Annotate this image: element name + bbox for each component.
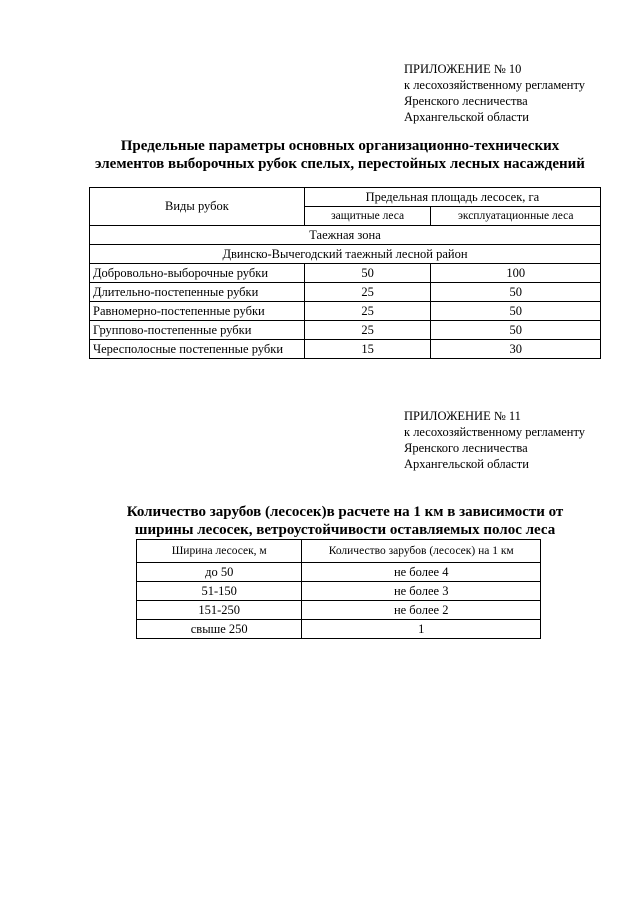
- table-row: [90, 283, 601, 302]
- header-max-area: Предельная площадь лесосек, га: [304, 188, 600, 207]
- table-row: [137, 582, 541, 601]
- region-label: Двинско-Вычегодский таежный лесной район: [90, 245, 601, 264]
- section-2-title: [110, 503, 580, 539]
- appendix-11-line-3: Архангельской области: [404, 457, 529, 471]
- row-count: не более 4: [302, 563, 541, 582]
- row-count: 1: [302, 620, 541, 639]
- appendix-11-line-2: Яренского лесничества: [404, 441, 528, 455]
- row-kind: Равномерно-постепенные рубки: [90, 302, 305, 321]
- row-protective: 25: [304, 302, 431, 321]
- zone-label: Таежная зона: [90, 226, 601, 245]
- appendix-10-line-3: Архангельской области: [404, 110, 529, 124]
- row-protective: 15: [304, 340, 431, 359]
- zone-row: [90, 226, 601, 245]
- appendix-10-line-2: Яренского лесничества: [404, 94, 528, 108]
- row-protective: 50: [304, 264, 431, 283]
- appendix-10-header: [404, 61, 585, 125]
- cutting-parameters-table: [89, 187, 601, 359]
- header-protective-forests: защитные леса: [304, 207, 431, 226]
- row-width: до 50: [137, 563, 302, 582]
- table-header-row: [137, 540, 541, 563]
- row-protective: 25: [304, 321, 431, 340]
- section-2-title-line-2: ширины лесосек, ветроустойчивости оставляемых полос леса: [134, 522, 556, 538]
- header-exploitation-forests: эксплуатационные леса: [431, 207, 601, 226]
- row-width: 51-150: [137, 582, 302, 601]
- table-row: [137, 563, 541, 582]
- appendix-10-title: ПРИЛОЖЕНИЕ № 10: [404, 62, 522, 76]
- row-width: свыше 250: [137, 620, 302, 639]
- region-row: [90, 245, 601, 264]
- row-kind: Группово-постепенные рубки: [90, 321, 305, 340]
- section-1-title: [90, 137, 590, 173]
- row-exploitation: 100: [431, 264, 601, 283]
- row-width: 151-250: [137, 601, 302, 620]
- row-count: не более 3: [302, 582, 541, 601]
- appendix-11-line-1: к лесохозяйственному регламенту: [404, 425, 586, 439]
- row-protective: 25: [304, 283, 431, 302]
- row-exploitation: 50: [431, 302, 601, 321]
- row-kind: Добровольно-выборочные рубки: [90, 264, 305, 283]
- table-row: [90, 321, 601, 340]
- header-cutting-kind: Виды рубок: [90, 188, 305, 226]
- row-exploitation: 50: [431, 321, 601, 340]
- table-header-row: [90, 188, 601, 207]
- row-exploitation: 50: [431, 283, 601, 302]
- table-row: [90, 340, 601, 359]
- appendix-10-line-1: к лесохозяйственному регламенту: [404, 78, 586, 92]
- appendix-11-header: [404, 408, 585, 472]
- header-width: Ширина лесосек, м: [137, 540, 302, 563]
- appendix-11-title: ПРИЛОЖЕНИЕ № 11: [404, 409, 521, 423]
- row-kind: Длительно-постепенные рубки: [90, 283, 305, 302]
- section-2-title-line-1: Количество зарубов (лесосек)в расчете на 1 км в зависимости от: [126, 504, 564, 520]
- header-count: Количество зарубов (лесосек) на 1 км: [302, 540, 541, 563]
- row-count: не более 2: [302, 601, 541, 620]
- section-1-title-line-1: Предельные параметры основных организационно-технических: [120, 138, 560, 154]
- row-kind: Чересполосные постепенные рубки: [90, 340, 305, 359]
- section-1-title-line-2: элементов выборочных рубок спелых, перестойных лесных насаждений: [95, 156, 585, 172]
- table-row: [137, 620, 541, 639]
- table-row: [137, 601, 541, 620]
- table-row: [90, 264, 601, 283]
- row-exploitation: 30: [431, 340, 601, 359]
- cut-count-table: [136, 539, 541, 639]
- table-row: [90, 302, 601, 321]
